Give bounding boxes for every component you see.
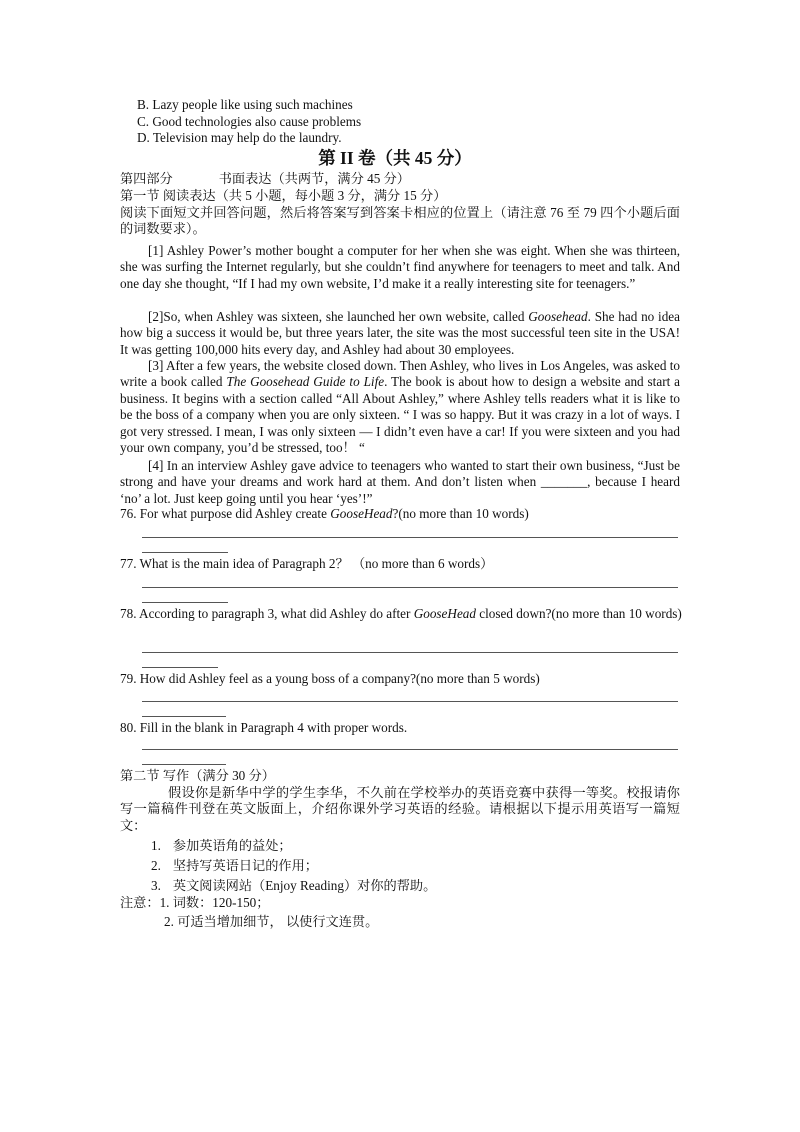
- note-line-2: 2. 可适当增加细节， 以使行文连贯。: [164, 914, 379, 929]
- point-text: 英文阅读网站（Enjoy Reading）对你的帮助。: [172, 878, 437, 893]
- answer-line-78[interactable]: [142, 652, 678, 653]
- part-four-title: [120, 171, 410, 187]
- question-80: 80. Fill in the blank in Paragraph 4 with proper words.: [120, 720, 408, 735]
- question-text: 76. For what purpose did Ashley create: [120, 506, 331, 521]
- answer-line-79[interactable]: [142, 701, 678, 702]
- point-number: 3.: [151, 878, 161, 893]
- writing-point-2: [151, 858, 318, 874]
- question-text: 78. According to paragraph 3, what did Ashley do after: [120, 606, 414, 621]
- site-name: Goosehead: [528, 309, 588, 324]
- point-text: 参加英语角的益处；: [172, 838, 292, 853]
- section-one-instruction: 阅读下面短文并回答问题，然后将答案写到答案卡相应的位置上（请注意 76 至 79 四个小题后面的词数要求）。: [120, 205, 680, 237]
- question-text: ?(no more than 10 words): [392, 506, 529, 521]
- site-name: GooseHead: [330, 506, 393, 521]
- paragraph-text: . The book is about how to design a website and start a business. It begins with a section called “All About Ashley,” where Ashley tells readers what it is like to be the boss of a company when you are only sixteen. “ I was so happy. But it was crazy in a lot of ways. I got very stressed. I mean, I was only sixteen — I didn’t even have a car! If you were sixteen and you had your own company, you’d be stressed, too！ “: [120, 374, 680, 456]
- option-d: D. Television may help do the laundry.: [137, 130, 342, 145]
- note-line-1: [120, 895, 269, 911]
- section-heading: 第 II 卷（共 45 分）: [318, 148, 472, 168]
- note-label: 注意：: [120, 895, 160, 910]
- answer-line-80[interactable]: [142, 749, 678, 750]
- question-77: 77. What is the main idea of Paragraph 2？ （no more than 6 words）: [120, 556, 494, 571]
- answer-line-78-short[interactable]: [142, 667, 218, 668]
- answer-line-76-short[interactable]: [142, 552, 228, 553]
- writing-point-1: [151, 838, 292, 854]
- passage-paragraph-4: [4] In an interview Ashley gave advice to teenagers who wanted to start their own business, “Just be strong and have your dreams and work hard at them. And don’t listen when _______, because I heard ‘no’ a lot. Just keep going until you hear ‘yes’!”: [120, 458, 680, 506]
- site-name: GooseHead: [413, 606, 476, 621]
- point-number: 1.: [151, 838, 161, 853]
- section-two-title: 第二节 写作（满分 30 分）: [120, 768, 275, 783]
- passage-paragraph-3: [120, 358, 680, 456]
- writing-prompt: 假设你是新华中学的学生李华，不久前在学校举办的英语竞赛中获得一等奖。校报请你写一篇稿件刊登在英文版面上，介绍你课外学习英语的经验。请根据以下提示用英语写一篇短文：: [120, 785, 680, 833]
- part-four-desc: 书面表达（共两节，满分 45 分）: [218, 171, 410, 186]
- passage-paragraph-2: [120, 309, 680, 358]
- paragraph-text: [3] After a few years, the website closed down. Then Ashley, who lives in Los Angeles, was asked to write a book called: [120, 358, 680, 390]
- book-title: The Goosehead Guide to Life: [226, 374, 385, 390]
- question-79: 79. How did Ashley feel as a young boss of a company?(no more than 5 words): [120, 671, 540, 686]
- point-text: 坚持写英语日记的作用；: [172, 858, 318, 873]
- note-text: 1. 词数：120-150；: [159, 895, 270, 910]
- answer-line-77-short[interactable]: [142, 602, 228, 603]
- question-78: [120, 606, 682, 622]
- paragraph-text: . She had no idea how big a success it would be, but three years later, the site was the most successful teen site in the USA! It was getting 100,000 hits every day, and Ashley had about 30 employees.: [120, 309, 680, 357]
- point-number: 2.: [151, 858, 161, 873]
- writing-point-3: [151, 878, 436, 894]
- paragraph-text: [2]So, when Ashley was sixteen, she launched her own website, called: [148, 309, 529, 324]
- option-b: B. Lazy people like using such machines: [137, 97, 353, 112]
- part-four-label: 第四部分: [120, 171, 173, 186]
- passage-paragraph-1: [1] Ashley Power’s mother bought a computer for her when she was eight. When she was thirteen, she was surfing the Internet regularly, but she couldn’t find anywhere for teenagers to meet and talk. And one day she thought, “If I had my own website, I’d make it a really interesting site for teenagers.”: [120, 243, 680, 291]
- section-one-title: 第一节 阅读表达（共 5 小题，每小题 3 分，满分 15 分）: [120, 188, 447, 203]
- answer-line-79-short[interactable]: [142, 716, 226, 717]
- question-text: closed down?(no more than 10 words): [475, 606, 682, 621]
- answer-line-77[interactable]: [142, 587, 678, 588]
- option-c: C. Good technologies also cause problems: [137, 114, 362, 129]
- answer-line-80-short[interactable]: [142, 764, 226, 765]
- answer-line-76[interactable]: [142, 537, 678, 538]
- question-76: [120, 506, 682, 522]
